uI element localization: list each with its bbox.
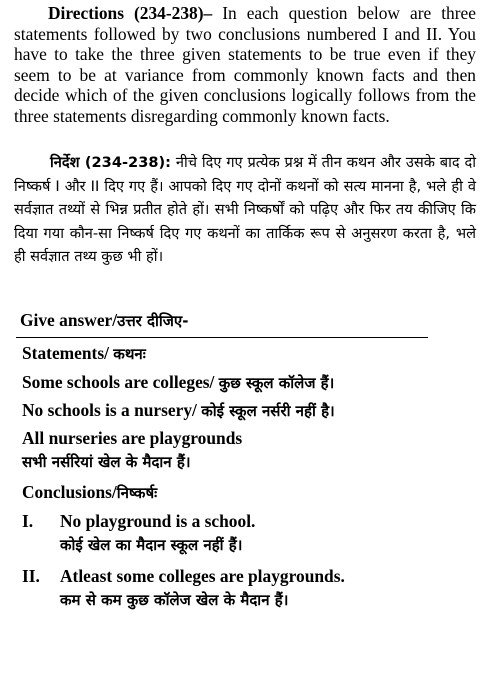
give-answer-en: Give answer/ (20, 310, 118, 330)
directions-text: In each question below are three statements followed by two conclusions numbered I and II. You have to take the three given statements to be true even if they seem to be at variance from commonly known facts and then decide which of the given conclusions logically follows from the three statements disregarding commonly known facts. (14, 3, 476, 126)
statement-1-en: Some schools are colleges/ (22, 372, 219, 392)
directions-lead: Directions (234-238)– (48, 3, 213, 23)
conclusion-2-number: II. (22, 566, 40, 586)
conclusions-heading-en: Conclusions/ (22, 482, 117, 502)
statement-1 (22, 372, 334, 393)
conclusion-1-hi: कोई खेल का मैदान स्कूल नहीं हैं। (60, 536, 243, 554)
separator-rule (16, 337, 428, 338)
conclusions-heading (22, 482, 157, 503)
directions-english (14, 3, 476, 126)
statements-heading-en: Statements/ (22, 343, 114, 363)
statement-2-hi: कोई स्कूल नर्सरी नहीं है। (201, 402, 335, 420)
statement-2 (22, 400, 335, 421)
statement-2-en: No schools is a nursery/ (22, 400, 202, 420)
conclusion-2-en: Atleast some colleges are playgrounds. (60, 566, 345, 586)
statement-1-hi: कुछ स्कूल कॉलेज हैं। (218, 374, 335, 392)
statements-heading-hi: कथनः (113, 345, 146, 363)
give-answer (20, 310, 188, 331)
statement-3-en: All nurseries are playgrounds (22, 428, 243, 448)
hindi-directions-text: नीचे दिए गए प्रत्येक प्रश्न में तीन कथन और उसके बाद दो निष्कर्ष I और II दिए गए हैं। आपको दिए गए दोनों कथनों को सत्य मानना है, भले ही वे सर्वज्ञात तथ्यों से भिन्न प्रतीत होते हों। सभी निष्कर्षों को पढ़िए और फिर तय कीजिए कि दिया गया कौन-सा निष्कर्ष दिए गए कथनों का तार्किक रूप से अनुसरण करता है, भले ही सर्वज्ञात तथ्य कुछ भी हों। (14, 154, 477, 265)
give-answer-hi: उत्तर दीजिए- (117, 312, 189, 330)
statements-heading (22, 343, 146, 364)
conclusion-2-hi: कम से कम कुछ कॉलेज खेल के मैदान हैं। (60, 591, 289, 609)
conclusion-1-number: I. (22, 511, 34, 531)
conclusions-heading-hi: निष्कर्षः (116, 484, 158, 502)
statement-3-hi: सभी नर्सरियां खेल के मैदान हैं। (22, 453, 191, 471)
conclusion-1-en: No playground is a school. (60, 511, 256, 531)
directions-hindi (14, 151, 476, 269)
hindi-directions-lead: निर्देश (234-238): (50, 154, 172, 171)
